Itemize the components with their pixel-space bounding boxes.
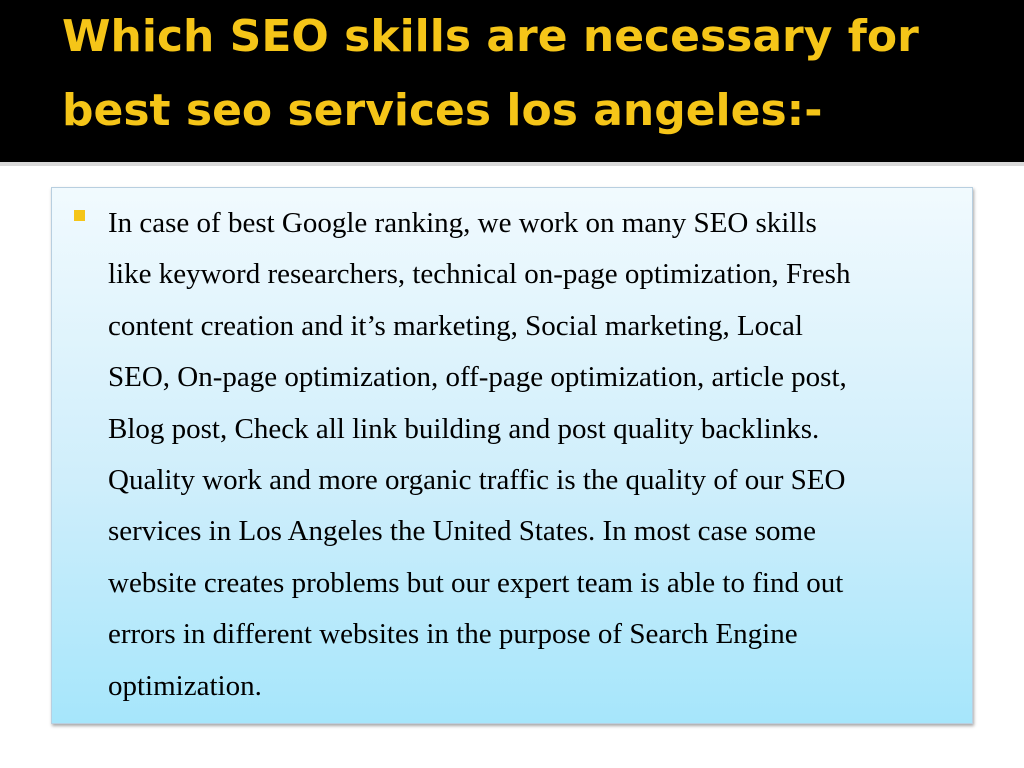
bullet-text-line: errors in different websites in the purpose of Search Engine (108, 618, 798, 651)
bullet-text-line: In case of best Google ranking, we work on many SEO skills (108, 207, 817, 239)
slide-title (62, 0, 1002, 148)
content-box (51, 187, 973, 724)
slide-title-line-1: Which SEO skills are necessary for (62, 11, 919, 62)
bullet-text-line: content creation and it’s marketing, Social marketing, Local (108, 309, 803, 342)
slide-title-line-2: best seo services los angeles:- (62, 85, 823, 136)
bullet-text-line: Quality work and more organic traffic is the quality of our SEO (108, 464, 846, 497)
bullet-text (108, 198, 963, 712)
bullet-text-line: like keyword researchers, technical on-page optimization, Fresh (108, 258, 851, 291)
bullet-text-line: website creates problems but our expert team is able to find out (108, 566, 844, 599)
bullet-text-line: Blog post, Check all link building and post quality backlinks. (108, 412, 820, 445)
title-bar (0, 0, 1024, 160)
square-bullet-icon (74, 210, 85, 221)
bullet-text-line: optimization. (108, 669, 262, 702)
bullet-text-line: services in Los Angeles the United States. In most case some (108, 515, 816, 548)
bullet-text-line: SEO, On-page optimization, off-page optimization, article post, (108, 361, 847, 394)
